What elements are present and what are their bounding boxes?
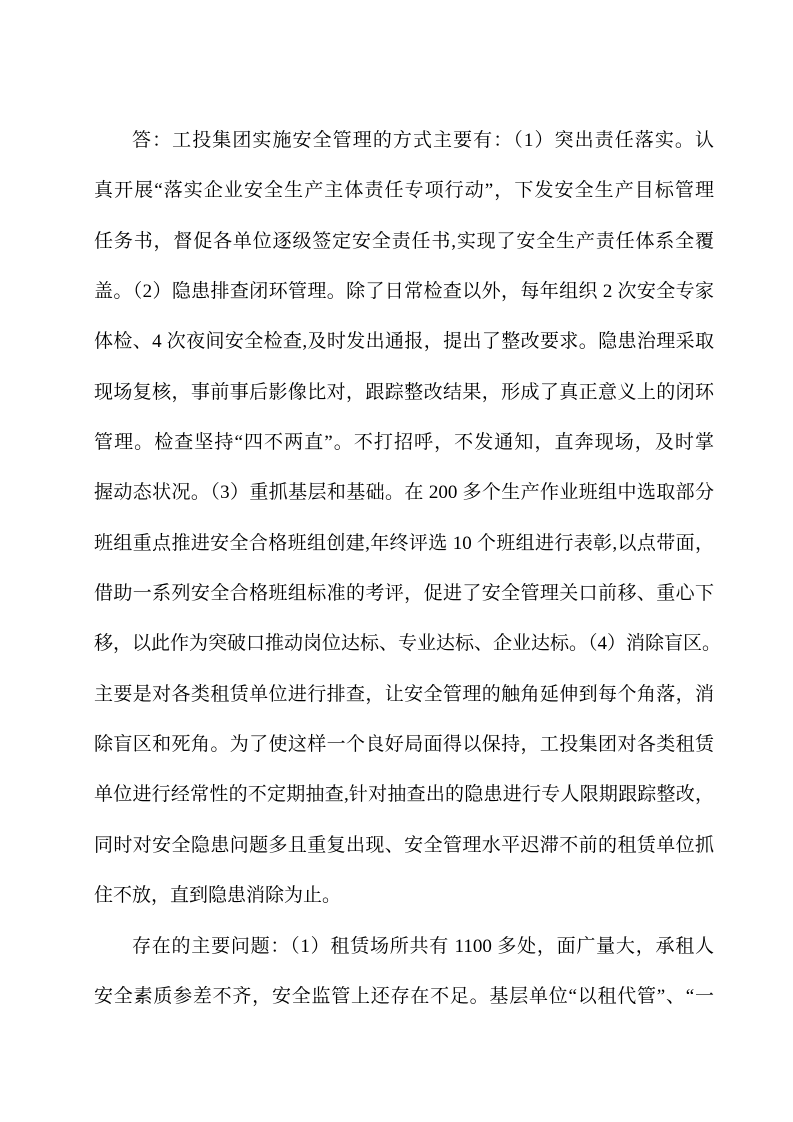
- paragraph-1-line-12: 主要是对各类租赁单位进行排查，让安全管理的触角延伸到每个角落，消: [94, 683, 714, 705]
- paragraph-2-line-1: 存在的主要问题：（1）租赁场所共有 1100 多处，面广量大，承租人: [132, 935, 714, 957]
- paragraph-1-line-14: 单位进行经常性的不定期抽查,针对抽查出的隐患进行专人限期跟踪整改，: [94, 784, 714, 806]
- paragraph-1-line-3: 任务书，督促各单位逐级签定安全责任书,实现了安全生产责任体系全覆: [94, 230, 714, 252]
- paragraph-1-line-16: 住不放，直到隐患消除为止。: [94, 885, 342, 907]
- paragraph-1-line-15: 同时对安全隐患问题多且重复出现、安全管理水平迟滞不前的租赁单位抓: [94, 834, 714, 856]
- document-body: [94, 116, 722, 1022]
- paragraph-2-line-2: 安全素质参差不齐，安全监管上还存在不足。基层单位“以租代管”、“一: [94, 985, 714, 1007]
- paragraph-1-line-2: 真开展“落实企业安全生产主体责任专项行动”，下发安全生产目标管理: [94, 180, 714, 202]
- paragraph-1-line-13: 除盲区和死角。为了使这样一个良好局面得以保持，工投集团对各类租赁: [94, 734, 714, 756]
- paragraph-1-line-9: 班组重点推进安全合格班组创建,年终评选 10 个班组进行表彰,以点带面，: [94, 532, 714, 554]
- paragraph-1-line-4: 盖。（2）隐患排查闭环管理。除了日常检查以外，每年组织 2 次安全专家: [94, 281, 714, 303]
- paragraph-1-line-11: 移，以此作为突破口推动岗位达标、专业达标、企业达标。（4）消除盲区。: [94, 633, 722, 655]
- paragraph-1-line-1: 答：工投集团实施安全管理的方式主要有：（1）突出责任落实。认: [132, 130, 714, 151]
- paragraph-1-line-7: 管理。检查坚持“四不两直”。不打招呼，不发通知，直奔现场，及时掌: [94, 432, 714, 454]
- paragraph-1-line-6: 现场复核，事前事后影像比对，跟踪整改结果，形成了真正意义上的闭环: [94, 381, 714, 403]
- paragraph-1-line-5: 体检、4 次夜间安全检查,及时发出通报，提出了整改要求。隐患治理采取: [94, 331, 714, 353]
- paragraph-1-line-8: 握动态状况。（3）重抓基层和基础。在 200 多个生产作业班组中选取部分: [94, 482, 714, 504]
- paragraph-1-line-10: 借助一系列安全合格班组标准的考评，促进了安全管理关口前移、重心下: [94, 583, 714, 605]
